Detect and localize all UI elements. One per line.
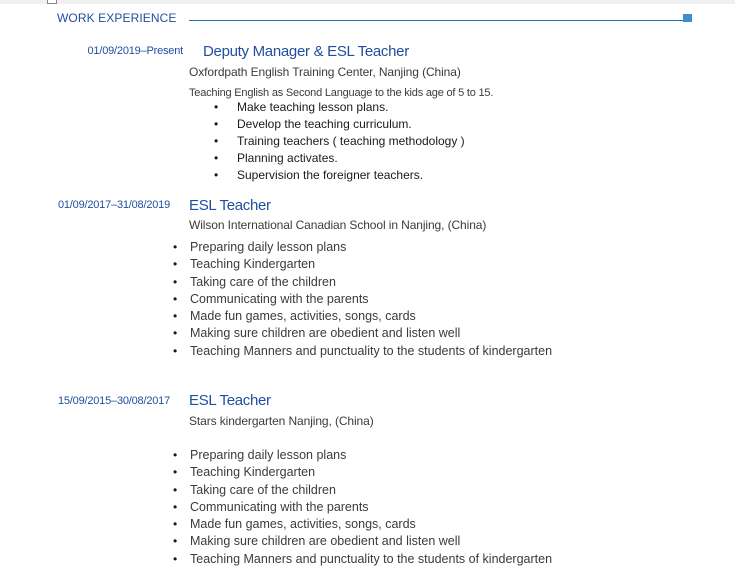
list-item: • Communicating with the parents: [173, 291, 552, 308]
list-item: • Teaching Manners and punctuality to the students of kindergarten: [173, 343, 552, 360]
list-item: • Supervision the foreigner teachers.: [217, 167, 465, 184]
list-item: • Made fun games, activities, songs, cards: [173, 516, 552, 533]
job-dates: 15/09/2015–30/08/2017: [57, 395, 170, 407]
job-duty-list: [217, 99, 465, 184]
list-item: • Communicating with the parents: [173, 499, 552, 516]
job-description: Teaching English as Second Language to the kids age of 5 to 15.: [189, 87, 494, 99]
job-employer: Wilson International Canadian School in Nanjing, (China): [189, 218, 487, 232]
section-title: WORK EXPERIENCE: [57, 11, 177, 25]
job-employer: Oxfordpath English Training Center, Nanjing (China): [189, 65, 461, 79]
list-item: • Teaching Kindergarten: [173, 256, 552, 273]
list-item: • Develop the teaching curriculum.: [217, 116, 465, 133]
section-divider: [189, 20, 683, 21]
list-item: • Training teachers ( teaching methodology ): [217, 133, 465, 150]
job-title: ESL Teacher: [189, 197, 271, 214]
job-dates: 01/09/2017–31/08/2019: [57, 199, 170, 211]
job-title: Deputy Manager & ESL Teacher: [203, 43, 409, 60]
list-item: • Making sure children are obedient and listen well: [173, 325, 552, 342]
job-title: ESL Teacher: [189, 392, 271, 409]
list-item: • Making sure children are obedient and listen well: [173, 533, 552, 550]
list-item: • Taking care of the children: [173, 482, 552, 499]
job-duty-list: [173, 447, 552, 568]
top-edge-bar: [0, 0, 735, 4]
list-item: • Taking care of the children: [173, 274, 552, 291]
list-item: • Preparing daily lesson plans: [173, 447, 552, 464]
section-marker: [683, 14, 692, 22]
list-item: • Preparing daily lesson plans: [173, 239, 552, 256]
list-item: • Planning activates.: [217, 150, 465, 167]
job-employer: Stars kindergarten Nanjing, (China): [189, 414, 374, 428]
job-dates: 01/09/2019–Present: [87, 45, 183, 57]
list-item: • Make teaching lesson plans.: [217, 99, 465, 116]
list-item: • Teaching Kindergarten: [173, 464, 552, 481]
list-item: • Teaching Manners and punctuality to the students of kindergarten: [173, 551, 552, 568]
page-corner-mark: [47, 0, 57, 4]
list-item: • Made fun games, activities, songs, cards: [173, 308, 552, 325]
job-duty-list: [173, 239, 552, 360]
